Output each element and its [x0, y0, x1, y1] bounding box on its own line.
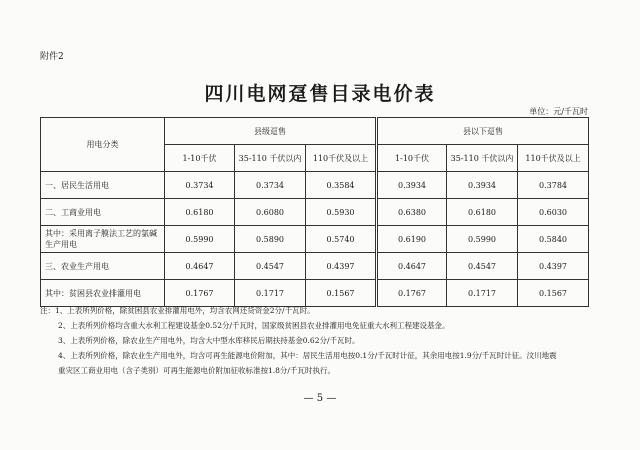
price-cell: 0.6080	[235, 199, 306, 226]
table-row	[41, 253, 589, 280]
price-cell: 0.1767	[377, 280, 447, 307]
page-number: — 5 —	[303, 393, 337, 404]
row-label: 其中：采用离子膜法工艺的氯碱生产用电	[41, 226, 165, 253]
note-line: 3、上表所列价格，除农业生产用电外，均含大中型水库移民后期扶持基金0.62分/千瓦时。	[58, 336, 360, 345]
header-below-county: 县以下趸售	[377, 118, 589, 145]
price-cell: 0.3934	[447, 172, 518, 199]
price-cell: 0.4647	[377, 253, 447, 280]
subheader-cell: 1-10千伏	[377, 145, 447, 172]
price-cell: 0.1717	[235, 280, 306, 307]
note-line: 2、上表所列价格均含重大水利工程建设基金0.52分/千瓦时，国家级贫困县农业排灌用电免征重大水利工程建设基金。	[58, 321, 450, 330]
price-cell: 0.3934	[377, 172, 447, 199]
price-cell: 0.5840	[518, 226, 589, 253]
price-cell: 0.1717	[447, 280, 518, 307]
price-cell: 0.4547	[447, 253, 518, 280]
subheader-cell: 35-110 千伏以内	[447, 145, 518, 172]
price-cell: 0.5990	[165, 226, 235, 253]
price-cell: 0.3734	[235, 172, 306, 199]
price-cell: 0.4647	[165, 253, 235, 280]
header-county: 县级趸售	[165, 118, 377, 145]
notes-section	[40, 303, 600, 378]
note-line: 重灾区工商业用电（含子类别）可再生能源电价附加征收标准按1.8分/千瓦时执行。	[58, 366, 335, 375]
table-header-row	[41, 118, 589, 145]
price-cell: 0.5990	[447, 226, 518, 253]
note-line: 4、上表所列价格，除农业生产用电外，均含可再生能源电价附加，其中：居民生活用电按0.1分/千瓦时计征，其余用电按1.9分/千瓦时计征。汶川地震	[58, 351, 557, 360]
subheader-cell: 110千伏及以上	[306, 145, 377, 172]
price-cell: 0.6190	[377, 226, 447, 253]
price-cell: 0.3584	[306, 172, 377, 199]
price-cell: 0.6030	[518, 199, 589, 226]
price-cell: 0.1767	[165, 280, 235, 307]
price-cell: 0.6180	[447, 199, 518, 226]
price-cell: 0.1567	[306, 280, 377, 307]
note-line: 注：1、上表所列价格，除贫困县农业排灌用电外，均含农网还贷资金2分/千瓦时。	[40, 306, 315, 315]
price-cell: 0.6380	[377, 199, 447, 226]
row-label: 一、居民生活用电	[41, 172, 165, 199]
price-table	[40, 117, 589, 307]
price-cell: 0.5740	[306, 226, 377, 253]
row-label: 三、农业生产用电	[41, 253, 165, 280]
price-cell: 0.4397	[518, 253, 589, 280]
row-label: 其中：贫困县农业排灌用电	[41, 280, 165, 307]
price-cell: 0.3734	[165, 172, 235, 199]
price-cell: 0.4397	[306, 253, 377, 280]
unit-label: 单位：元/千瓦时	[529, 107, 588, 116]
subheader-cell: 110千伏及以上	[518, 145, 589, 172]
table-row	[41, 172, 589, 199]
subheader-cell: 35-110 千伏以内	[235, 145, 306, 172]
price-cell: 0.1567	[518, 280, 589, 307]
price-cell: 0.4547	[235, 253, 306, 280]
price-cell: 0.5890	[235, 226, 306, 253]
table-row	[41, 199, 589, 226]
subheader-cell: 1-10千伏	[165, 145, 235, 172]
price-cell: 0.3784	[518, 172, 589, 199]
header-category: 用电分类	[41, 118, 165, 172]
price-cell: 0.5930	[306, 199, 377, 226]
document-title: 四川电网趸售目录电价表	[204, 83, 436, 105]
price-cell: 0.6180	[165, 199, 235, 226]
table-row	[41, 226, 589, 253]
attachment-label: 附件2	[40, 52, 64, 62]
row-label: 二、工商业用电	[41, 199, 165, 226]
